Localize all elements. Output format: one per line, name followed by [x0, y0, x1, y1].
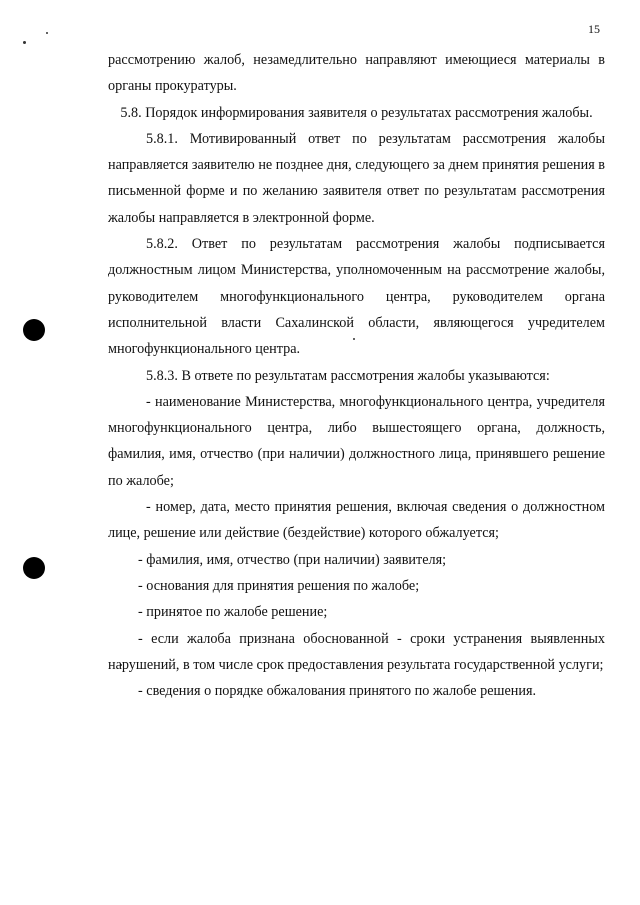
list-item: - сведения о порядке обжалования принятого по жалобе решения. — [138, 683, 537, 700]
scan-speck — [46, 32, 48, 34]
paragraph-5-8-3: 5.8.3. В ответе по результатам рассмотрения жалобы указываются: — [146, 367, 550, 384]
list-item: - основания для принятия решения по жалобе; — [138, 577, 420, 594]
list-item: - наименование Министерства, многофункционального центра, учредителя многофункционального центра, либо вышестоящего органа, должность, фамилия, имя, отчество (при наличии) должностного лица, принявшего решение по жалобе; — [108, 393, 605, 489]
punch-hole-bottom — [23, 557, 45, 579]
scan-speck — [23, 41, 26, 44]
paragraph-continuation: рассмотрению жалоб, незамедлительно направляют имеющиеся материалы в органы прокуратуры. — [108, 52, 605, 95]
paragraph-5-8-1: 5.8.1. Мотивированный ответ по результатам рассмотрения жалобы направляется заявителю не позднее дня, следующего за днем принятия решения в письменной форме и по желанию заявителя ответ по результатам рассмотрения жалобы направляется в электронной форме. — [108, 130, 605, 226]
punch-hole-top — [23, 319, 45, 341]
list-item: - фамилия, имя, отчество (при наличии) заявителя; — [138, 551, 447, 568]
list-item: - если жалоба признана обоснованной - сроки устранения выявленных нарушений, в том числе срок предоставления результата государственной услуги; — [108, 630, 605, 673]
page-number: 15 — [588, 22, 600, 36]
list-item: - принятое по жалобе решение; — [138, 604, 328, 621]
section-heading: 5.8. Порядок информирования заявителя о результатах рассмотрения жалобы. — [120, 104, 593, 121]
document-body — [108, 47, 605, 704]
list-item: - номер, дата, место принятия решения, включая сведения о должностном лице, решение или действие (бездействие) которого обжалуется; — [108, 499, 605, 542]
paragraph-5-8-2: 5.8.2. Ответ по результатам рассмотрения жалобы подписывается должностным лицом Министерства, уполномоченным на рассмотрение жалобы, руководителем многофункционального центра, руководителем органа исполнительной власти Сахалинской области, являющегося учредителем многофункционального центра. — [108, 236, 605, 358]
